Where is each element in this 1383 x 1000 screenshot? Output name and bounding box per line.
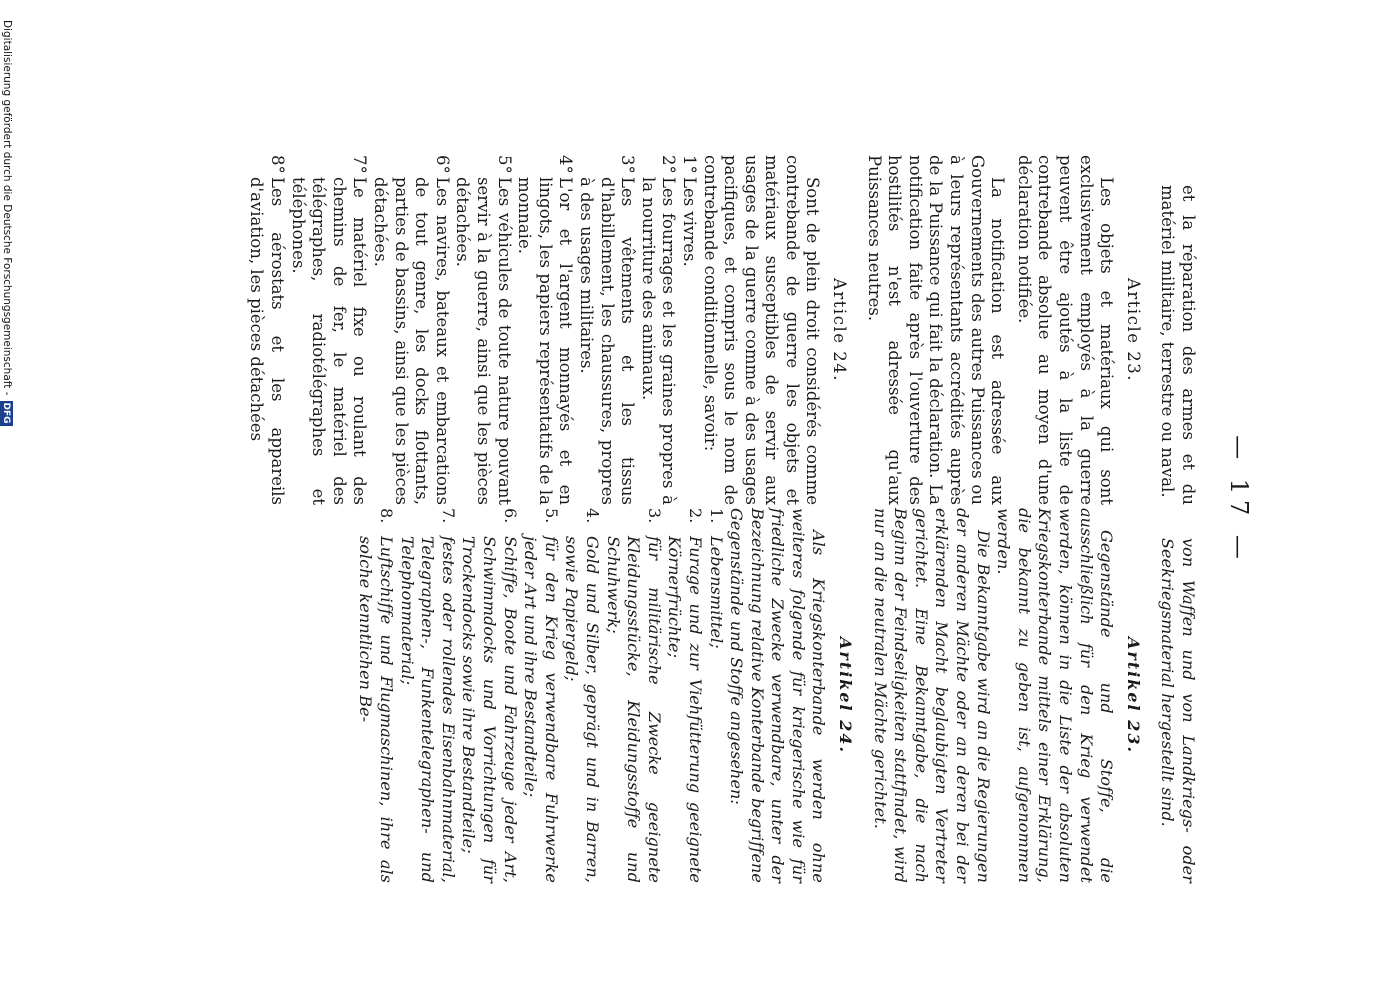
- list-item-number: 5°: [494, 155, 514, 174]
- french-article-24-list: [246, 155, 699, 505]
- list-item-text: festes oder rollendes Eisenbahnmaterial, Telegraphen-, Funkentelegraphen- und Telephonmaterial;: [397, 536, 458, 883]
- list-item: [705, 508, 726, 883]
- list-item-number: 7°: [350, 155, 370, 174]
- list-item-text: für den Krieg verwendbare Fuhrwerke jeder Art und ihre Bestandteile;: [521, 536, 561, 883]
- list-item-number: 5.: [541, 508, 561, 524]
- list-item-text: Les navires, bateaux et embarcations de tout genre, les docks flottants, parties de bassins, ainsi que les pièces détachées.: [371, 177, 452, 505]
- german-article-24-list: [355, 508, 726, 883]
- list-item: [678, 155, 699, 505]
- french-article-23-paragraph-1: Les objets et matériaux qui sont exclusivement employés à la guerre peuvent être ajoutés à la liste de contrebande absolue au moyen d'une déclaration notifiée.: [1014, 155, 1117, 505]
- list-item-number: 8.: [377, 508, 397, 524]
- list-item: [602, 508, 664, 883]
- german-intro: von Waffen und von Landkriegs- oder Seekriegsmaterial hergestellt sind.: [1158, 538, 1198, 883]
- list-item: [452, 155, 514, 505]
- list-item-text: Les vivres.: [679, 177, 699, 267]
- page-number: — 17 —: [1225, 435, 1253, 565]
- list-item-text: für militärische Zwecke geeignete Kleidungsstücke, Kleidungsstoffe und Schuhwerk;: [603, 536, 664, 883]
- dfg-logo: DFG: [0, 400, 14, 427]
- french-article-23-heading: Article 23.: [1123, 278, 1143, 382]
- list-item: [514, 155, 576, 505]
- german-article-23-paragraph-2: Die Bekanntgabe wird an die Regierungen der anderen Mächte oder an deren bei der erklärenden Macht beglaubigten Vertreter gerichtet. Eine Bekanntgabe, die nach Beginn der Feindseligkeiten stattfindet, wird nur an die neutralen Mächte gerichtet.: [870, 508, 993, 883]
- list-item: [664, 508, 705, 883]
- german-article-24-heading: Artikel 24.: [836, 636, 856, 755]
- list-item: [287, 155, 369, 505]
- list-item: [520, 508, 561, 883]
- list-item-number: 2°: [659, 155, 679, 174]
- list-item: [396, 508, 458, 883]
- french-column: [246, 155, 1198, 505]
- german-article-23-heading: Artikel 23.: [1123, 636, 1143, 755]
- list-item-text: Luftschiffe und Flugmaschinen, ihre als solche kenntlichen Be-: [356, 536, 397, 883]
- list-item-number: 2.: [685, 508, 705, 524]
- french-article-23-paragraph-2: La notification est adressée aux Gouvernements des autres Puissances ou à leurs représentants accrédités auprès de la Puissance qui fait la déclaration. La notification faite après l'ouverture des hostilités n'est adressée qu'aux Puissances neutres.: [864, 155, 1008, 505]
- list-item-text: Les vêtements et les tissus d'habillement, les chaussures, propres à des usages militaires.: [576, 177, 638, 505]
- list-item: [369, 155, 451, 505]
- list-item-text: Schiffe, Boote und Fahrzeuge jeder Art, Schwimmdocks und Vorrichtungen für Trockendocks sowie ihre Bestandteile;: [459, 536, 520, 883]
- list-item-text: Le matériel fixe ou roulant des chemins de fer, le matériel des télégraphes, radiotélégraphes et téléphones.: [288, 177, 370, 505]
- list-item-number: 3.: [644, 508, 664, 524]
- list-item-number: 7.: [438, 508, 458, 524]
- list-item-number: 8°: [268, 155, 288, 174]
- list-item-text: Les aérostats et les appareils d'aviation, les pièces détachées: [247, 177, 288, 505]
- list-item-number: 6°: [432, 155, 452, 174]
- list-item: [575, 155, 637, 505]
- list-item-text: Furage und zur Viehfütterung geeignete Körnerfrüchte;: [665, 536, 705, 883]
- list-item: [458, 508, 520, 883]
- list-item-number: 4°: [556, 155, 576, 174]
- french-article-24-paragraph-1: Sont de plein droit considérés comme contrebande de guerre les objets et matériaux susceptibles de servir aux usages de la guerre comme à des usages pacifiques, et compris sous le nom de contrebande conditionnelle, savoir:: [700, 155, 823, 505]
- list-item: [561, 508, 602, 883]
- digitization-footer: [0, 0, 14, 1000]
- list-item: [637, 155, 678, 505]
- list-item-text: L'or et l'argent monnayés et en lingots, les papiers représentatifs de la monnaie.: [515, 177, 576, 505]
- list-item: [246, 155, 287, 505]
- german-column: [355, 508, 1198, 883]
- footer-text: Digitalisierung gefördert durch die Deutsche Forschungsgemeinschaft -: [1, 20, 13, 396]
- list-item-text: Lebensmittel;: [706, 536, 726, 649]
- french-intro: et la réparation des armes et du matériel militaire, terrestre ou naval.: [1158, 185, 1198, 505]
- german-article-23-paragraph-1: Gegenstände und Stoffe, die ausschließlich für den Krieg verwendet werden, können in die Liste der absoluten Kriegskonterbande mittels einer Erklärung, die bekannt zu geben ist, aufgenommen werden.: [994, 508, 1117, 883]
- list-item-number: 1°: [679, 155, 699, 174]
- list-item-number: 4.: [582, 508, 602, 524]
- list-item: [355, 508, 396, 883]
- french-article-24-heading: Article 24.: [830, 278, 850, 382]
- digitization-footer-text: [0, 20, 14, 966]
- list-item-text: Les véhicules de toute nature pouvant servir à la guerre, ainsi que les pièces détachées.: [453, 177, 514, 505]
- german-article-24-paragraph-1: Als Kriegskonterbande werden ohne weiteres folgende für kriegerische wie für friedliche Zwecke verwendbare, unter der Bezeichnung relative Konterbande begriffene Gegenstände und Stoffe angesehen:: [727, 508, 829, 883]
- list-item-number: 6.: [500, 508, 520, 524]
- list-item-number: 1.: [706, 508, 726, 524]
- list-item-text: Les fourrages et les graines propres à la nourriture des animaux.: [638, 177, 679, 505]
- list-item-text: Gold und Silber, geprägt und in Barren, sowie Papiergeld;: [562, 536, 602, 883]
- list-item-number: 3°: [618, 155, 638, 174]
